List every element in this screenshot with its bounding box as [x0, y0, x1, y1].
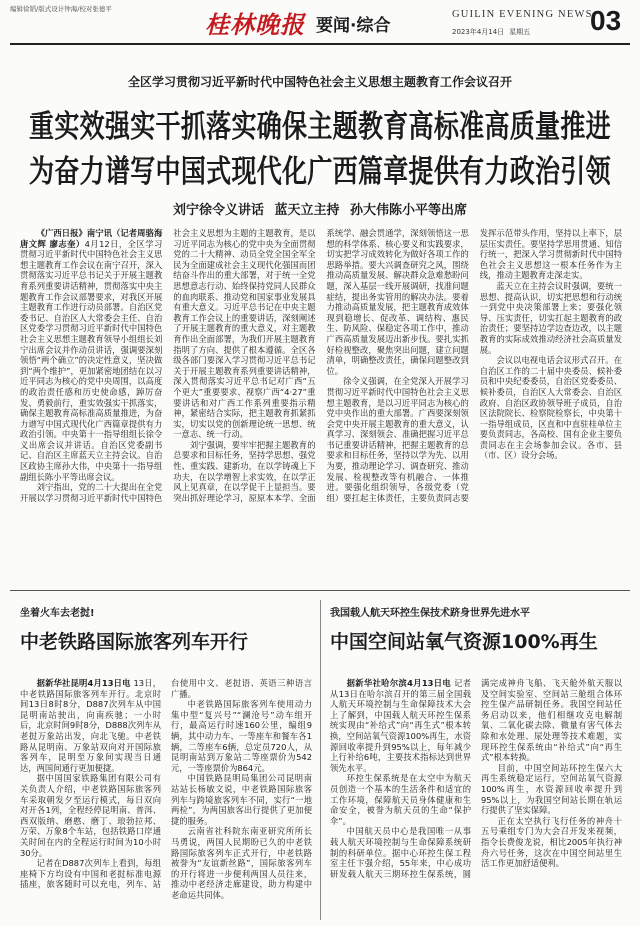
lead-subhead: 刘宁徐令义讲话 蓝天立主持 孙大伟陈小平等出席: [172, 203, 468, 218]
railway-story-body: [20, 678, 312, 920]
railway-paragraph: 记者在D887次列车上看到，每组座椅下方均设有中国和老挝标准电源插座，旅客随时可以充电，列车、站台使用中文、老挝语、英语三种语言广播。: [20, 678, 312, 890]
editor-credits: 编辑徐韬/版式设计钟海/校对张德平: [10, 5, 112, 13]
section-divider: [10, 590, 630, 591]
header-divider: [10, 43, 630, 45]
railway-paragraph: 中国铁路昆明局集团公司昆明南站站长杨敏文说，中老铁路国际旅客列车与跨境旅客列车不同，实行“一地两检”，为两国旅客出行提供了更加便捷的服务。: [171, 773, 312, 826]
space-station-paragraph: [330, 678, 471, 773]
railway-paragraph: 中老铁路国际旅客列车使用动力集中型“复兴号”“澜沧号”动车组开行，最高运行时速160公里，编组9辆，其中动力车、一等座车和餐车各1辆，二等座车6辆，总定员720人，从昆明南站到万象站二等座票价为542元，一等座票价为864元。: [171, 699, 312, 773]
masthead-logo: 桂林晚报: [205, 13, 305, 39]
page-number: 03: [590, 5, 622, 36]
railway-story-headline: 中老铁路国际旅客列车开行: [20, 631, 249, 653]
railway-paragraph: 云南省社科院东南亚研究所所长马勇说，两国人民期盼已久的中老铁路国际旅客列车正式开行，中老铁路被誉为“友谊新丝路”，国际旅客列车的开行将进一步便利两国人员往来，推动中老经济走廊建设，助力构建中老命运共同体。: [171, 826, 312, 900]
lead-dateline: 《广西日报》南宁讯（记者周骆海 唐文辉 廖志奎）: [20, 228, 163, 249]
railway-story-header: [20, 604, 312, 654]
lead-story-body: [20, 228, 622, 578]
space-station-story-header: [330, 604, 622, 654]
lead-paragraph: 刘宁强调，要牢牢把握主题教育的总要求和目标任务，坚持学思想、强党性、重实践、建新功，在以学铸魂上下功夫，在以学增智上求实效，在以学正风上见真章，在以学促干上显担当。要突出抓好理论学习，原原本本学、全面系统学、融会贯通学，深刻领悟这一思想的科学体系、核心要义和实践要求，切实把学习成效转化为做好各项工作的思路举措。要大兴调查研究之风，围绕推动高质量发展、解决群众急难愁盼问题，深入基层一线开展调研，找准问题症结，提出务实管用的解决办法。要着力推动高质量发展，把主题教育成效体现到稳增长、促改革、调结构、惠民生、防风险、保稳定各项工作中，推动广西高质量发展迈出新步伐。要扎实抓好检视整改，聚焦突出问题，建立问题清单，明确整改责任，确保问题整改到位。: [173, 228, 469, 503]
masthead-english-name: GUILIN EVENING NEWS: [452, 9, 593, 20]
space-station-paragraph: 目前，中国空间站环控生保六大再生系统稳定运行，空间站氧气资源100%再生，水资源回收率提升到95%以上，为我国空间站长期在轨运行提供了坚实保障。: [481, 762, 622, 816]
lead-paragraph: 蓝天立在主持会议时强调，要统一思想、提高认识，切实把思想和行动统一到党中央决策部署上来；要强化领导、压实责任，切实扛起主题教育的政治责任；要坚持边学边查边改，以主题教育的实际成效推动经济社会高质量发展。: [479, 280, 622, 355]
lead-paragraph: [20, 228, 162, 482]
issue-date: [452, 27, 530, 37]
space-station-story-headline: 中国空间站氧气资源100%再生: [330, 631, 598, 653]
railway-story-kicker: 坐着火车去老挝!: [20, 608, 95, 619]
space-station-story-body: [330, 678, 622, 920]
railway-paragraph-text: 13日，中老铁路国际旅客列车开行。北京时间13日8时8分，D887次列车从中国昆明南站驶出，向南疾驰；一小时后，北京时间9时8分，D888次列车从老挝万象站出发，向北飞驰。中老铁路从昆明南、万象站双向对开国际旅客列车，昆明至万象间实现当日通达，两国间通行更加便捷。: [20, 678, 161, 773]
space-station-paragraph-text: 记者从13日在哈尔滨召开的第三届全国载人航天环境控制与生命保障技术大会上了解到，中国载人航天环控生保系统实现由“补给式”向“再生式”根本转换，空间站氧气资源100%再生，水资源回收率提升到95%以上，每年减少上行补给6吨，主要技术指标达到世界领先水平。: [330, 678, 472, 773]
lead-paragraph: 会议以电视电话会议形式召开。在自治区工作的二十届中央委员、候补委员和中央纪委委员，自治区党委委员、候补委员，自治区人大常委会、自治区政府、自治区政协领导班子成员，自治区法院院长、检察院检察长，中央第十一指导组成员，区直和中直驻桂单位主要负责同志，各高校、国有企业主要负责同志在主会场参加会议。各市、县（市、区）设分会场。: [479, 355, 622, 461]
space-station-paragraph: 正在太空执行飞行任务的神舟十五号乘组专门为大会召开发来视频，指令长费俊龙说，相比2005年执行神舟六号任务，这次在中国空间站里生活工作更加舒适便利。: [481, 815, 622, 869]
lead-paragraph-text: 4月12日，全区学习贯彻习近平新时代中国特色社会主义思想主题教育工作会议在南宁召开，深入贯彻落实习近平总书记关于开展主题教育系列重要讲话精神，贯彻落实中央主题教育工作会议部署要求，对我区开展主题教育工作进行动员部署。自治区党委书记、自治区人大常委会主任、自治区党委学习贯彻习近平新时代中国特色社会主义思想主题教育领导小组组长刘宁出席会议并作动员讲话，强调要深刻领悟“两个确立”的决定性意义，坚决做到“两个维护”，更加紧密地团结在以习近平同志为核心的党中央周围，以高度的政治责任感和历史使命感，踔厉奋发、勇毅前行，重实效强实干抓落实，确保主题教育高标准高质量推进，为奋力谱写中国式现代化广西篇章提供有力政治引领。中央第十一指导组组长徐令义出席会议并讲话。自治区党委副书记、自治区主席蓝天立主持会议。自治区政协主席孙大伟，中央第十一指导组副组长陈小平等出席会议。: [20, 238, 163, 482]
space-station-paragraph: 中国航天员中心是我国唯一从事载人航天环境控制与生命保障系统研制的科研单位。据中心环控生保工程室主任卞强介绍，55年来，中心成功研发载人航天三期环控生保系统，圆满完成神舟飞船、飞天舱外航天服以及空间实验室、空间站三舱组合体环控生保产品研制任务。我国空间站任务启动以来，他们相继攻克电解制氧、二氧化碳去除、微量有害气体去除和水处理、尿处理等技术难题，实现环控生保系统由“补给式”向“再生式”根本转换。: [330, 678, 622, 879]
lead-paragraph: 徐令义强调，在全党深入开展学习贯彻习近平新时代中国特色社会主义思想主题教育，是以习近平同志为核心的党中央作出的重大部署。广西要深刻领会党中央开展主题教育的重大意义，认真学习、深刻领会、准确把握习近平总书记重要讲话精神，把握主题教育的总要求和目标任务，坚持以学为先、以用为要，推动理论学习、调查研究、推动发展、检视整改等有机融合、一体推进。要强化组织领导，各级党委（党组）要扛起主体责任，主要负责同志要发挥示范带头作用，坚持以上率下，层层压实责任。要坚持学思用贯通、知信行统一，把深入学习贯彻新时代中国特色社会主义思想这一根本任务作为主线，推动主题教育走深走实。: [326, 228, 622, 503]
railway-paragraph: 据中国国家铁路集团有限公司有关负责人介绍，中老铁路国际旅客列车采取朝发夕至运行模式，每日双向对开各1列，全程经停昆明南、普洱、西双版纳、磨憨、磨丁、琅勃拉邦、万荣、万象8个车站，包括铁路口岸通关时间在内的全程运行时间为10小时30分。: [20, 773, 161, 858]
railway-paragraph: [20, 678, 161, 773]
issue-date-text: 2023年4月14日: [452, 28, 505, 36]
section-name: 要闻·综合: [316, 16, 391, 36]
lead-paragraph: 刘宁指出，党的二十大提出在全党开展以学习贯彻习近平新时代中国特色社会主义思想为主题的主题教育，是以习近平同志为核心的党中央为全面贯彻党的二十大精神、动员全党全国全军全民为全面建成社会主义现代化强国而团结奋斗作出的重大部署，对于统一全党思想意志行动、始终保持党同人民群众的血肉联系、推动党和国家事业发展具有重大意义。习近平总书记在中央主题教育工作会议上的重要讲话，深刻阐述了开展主题教育的重大意义，对主题教育作出全面部署，为我们开展主题教育指明了方向、提供了根本遵循。全区各级各部门要深入学习贯彻习近平总书记关于开展主题教育系列重要讲话精神，深入贯彻落实习近平总书记对广西“五个更大”重要要求、视察广西“4·27”重要讲话和对广西工作系列重要指示精神，紧密结合实际，把主题教育抓紧抓实，切实以党的创新理论统一思想、统一意志、统一行动。: [20, 228, 316, 503]
issue-weekday: 星期五: [509, 28, 531, 36]
space-station-paragraph: 环控生保系统是在太空中为航天员创造一个基本的生活条件和适宜的工作环境，保障航天员身体健康和生命安全，被誉为航天员的生命“保护伞”。: [330, 773, 471, 826]
column-divider: [320, 600, 321, 920]
lead-headline-line-2: 为奋力谱写中国式现代化广西篇章提供有力政治引领: [29, 153, 611, 190]
space-station-dateline: 据新华社哈尔滨4月13日电: [346, 678, 452, 688]
lead-kicker: 全区学习贯彻习近平新时代中国特色社会主义思想主题教育工作会议召开: [127, 75, 512, 89]
space-station-story-kicker: 我国载人航天环控生保技术跻身世界先进水平: [330, 608, 530, 619]
railway-dateline: 据新华社昆明4月13日电: [36, 678, 131, 688]
lead-headline-line-1: 重实效强实干抓落实确保主题教育高标准高质量推进: [29, 108, 611, 145]
